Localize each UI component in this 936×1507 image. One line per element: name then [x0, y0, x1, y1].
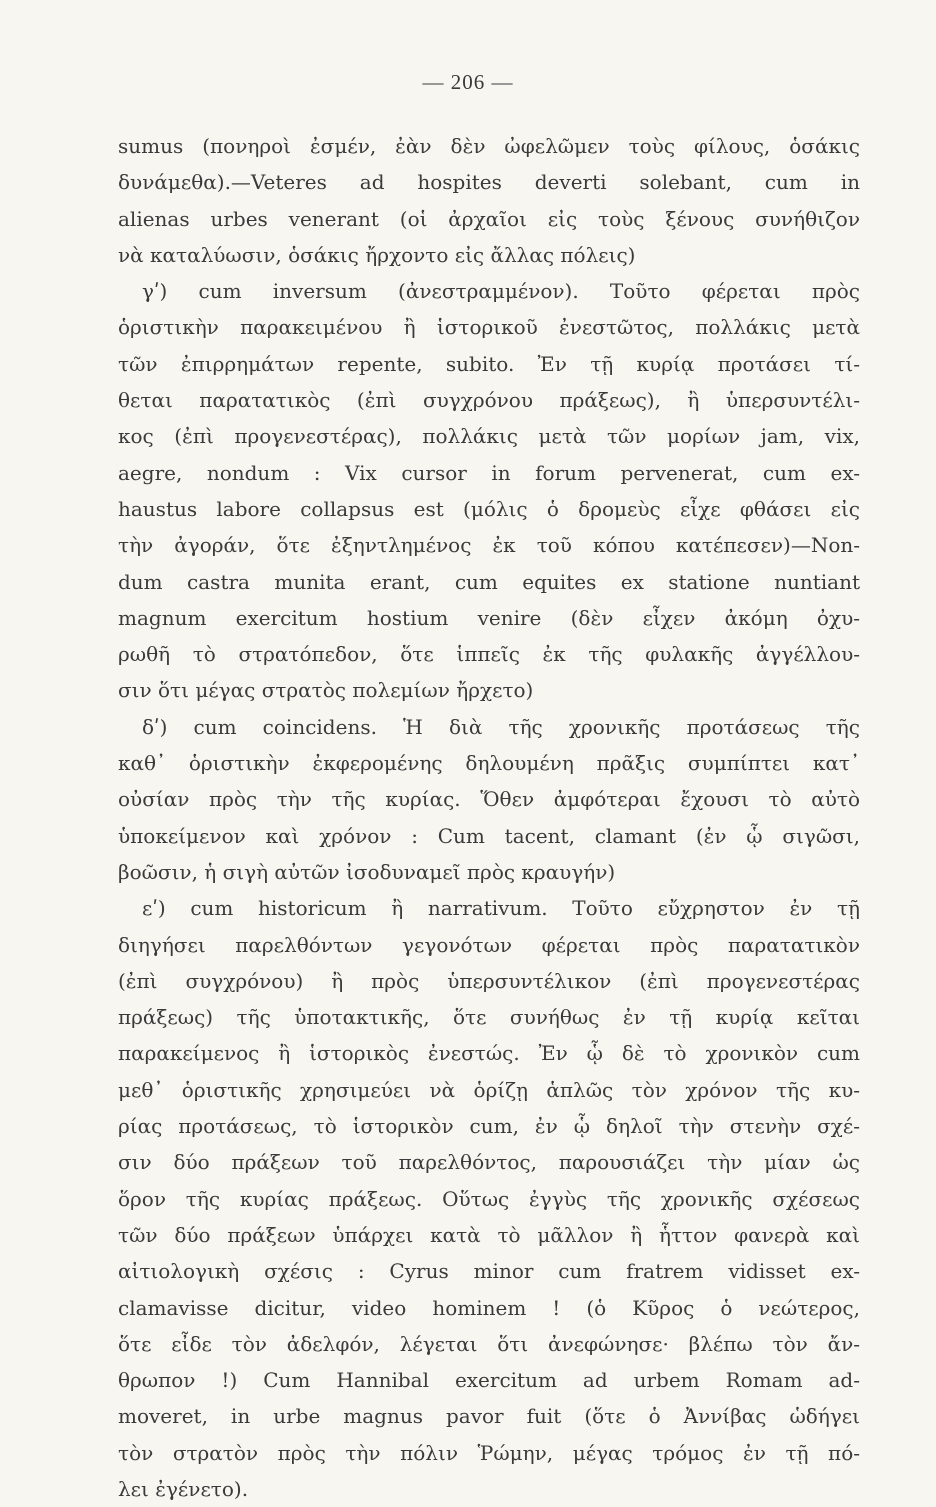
text-line: γʹ) cum inversum (ἀνεστραμμένον). Τοῦτο φέρεται πρὸς [142, 279, 860, 304]
text-line: magnum exercitum hostium venire (δὲν εἶχεν ἀκόμη ὀχυ- [118, 605, 860, 630]
text-line: τὴν ἀγοράν, ὅτε ἐξηντλημένος ἐκ τοῦ κόπου κατέπεσεν)—Non- [118, 533, 860, 558]
text-line: εʹ) cum historicum ἢ narrativum. Τοῦτο εὔχρηστον ἐν τῇ [142, 896, 860, 921]
text-line: καθ᾽ ὁριστικὴν ἐκφερομένης δηλουμένη πρᾶξις συμπίπτει κατ᾽ [118, 751, 860, 776]
text-line: ρίας προτάσεως, τὸ ἱστορικὸν cum, ἐν ᾧ δηλοῖ τὴν στενὴν σχέ- [118, 1114, 860, 1139]
text-line: πράξεως) τῆς ὑποτακτικῆς, ὅτε συνήθως ἐν τῇ κυρίᾳ κεῖται [118, 1005, 860, 1030]
text-line: θρωπον !) Cum Hannibal exercitum ad urbem Romam ad- [118, 1368, 860, 1393]
text-line: sumus (πονηροὶ ἐσμέν, ἐὰν δὲν ὠφελῶμεν τοὺς φίλους, ὁσάκις [118, 134, 860, 158]
text-line: haustus labore collapsus est (μόλις ὁ δρομεὺς εἶχε φθάσει εἰς [118, 496, 860, 521]
text-line: αἰτιολογικὴ σχέσις : Cyrus minor cum fratrem vidisset ex- [118, 1259, 860, 1284]
text-line: dum castra munita erant, cum equites ex statione nuntiant [118, 569, 860, 594]
page-number: — 206 — [422, 70, 514, 94]
body-text [118, 128, 860, 1507]
text-line: θεται παρατατικὸς (ἐπὶ συγχρόνου πράξεως), ἢ ὑπερσυντέλι- [118, 388, 860, 413]
text-line: μεθ᾽ ὁριστικῆς χρησιμεύει νὰ ὁρίζῃ ἁπλῶς τὸν χρόνον τῆς κυ- [118, 1077, 860, 1102]
text-line: οὐσίαν πρὸς τὴν τῆς κυρίας. Ὅθεν ἀμφότεραι ἔχουσι τὸ αὐτὸ [118, 787, 860, 812]
text-line: aegre, nondum : Vix cursor in forum pervenerat, cum ex- [118, 460, 860, 485]
text-line: ὅρον τῆς κυρίας πράξεως. Οὕτως ἐγγὺς τῆς χρονικῆς σχέσεως [118, 1186, 860, 1211]
text-line: νὰ καταλύωσιν, ὁσάκις ἤρχοντο εἰς ἄλλας πόλεις) [118, 242, 636, 267]
text-line: τῶν ἐπιρρημάτων repente, subito. Ἐν τῇ κυρίᾳ προτάσει τί- [118, 351, 860, 376]
text-line: τὸν στρατὸν πρὸς τὴν πόλιν Ῥώμην, μέγας τρόμος ἐν τῇ πό- [118, 1440, 860, 1465]
text-line: σιν δύο πράξεων τοῦ παρελθόντος, παρουσιάζει τὴν μίαν ὡς [118, 1150, 860, 1175]
text-line: βοῶσιν, ἡ σιγὴ αὐτῶν ἰσοδυναμεῖ πρὸς κραυγήν) [118, 859, 616, 884]
text-line: clamavisse dicitur, video hominem ! (ὁ Κῦρος ὁ νεώτερος, [118, 1295, 860, 1320]
text-line: κος (ἐπὶ προγενεστέρας), πολλάκις μετὰ τῶν μορίων jam, vix, [118, 424, 860, 449]
text-line: διηγήσει παρελθόντων γεγονότων φέρεται πρὸς παρατατικὸν [118, 932, 860, 957]
text-line: τῶν δύο πράξεων ὑπάρχει κατὰ τὸ μᾶλλον ἢ ἧττον φανερὰ καὶ [118, 1222, 860, 1247]
text-line: δʹ) cum coincidens. Ἡ διὰ τῆς χρονικῆς προτάσεως τῆς [142, 714, 860, 739]
text-line: ὁριστικὴν παρακειμένου ἢ ἱστορικοῦ ἐνεστῶτος, πολλάκις μετὰ [118, 315, 860, 340]
text-line: δυνάμεθα).—Veteres ad hospites deverti solebant, cum in [118, 170, 860, 195]
text-line: παρακείμενος ἢ ἱστορικὸς ἐνεστώς. Ἐν ᾧ δὲ τὸ χρονικὸν cum [118, 1041, 860, 1066]
text-line: alienas urbes venerant (οἱ ἀρχαῖοι εἰς τοὺς ξένους συνήθιζον [118, 206, 860, 231]
text-line: ρωθῆ τὸ στρατόπεδον, ὅτε ἱππεῖς ἐκ τῆς φυλακῆς ἀγγέλλου- [118, 642, 860, 667]
text-line: ὑποκείμενον καὶ χρόνον : Cum tacent, clamant (ἐν ᾧ σιγῶσι, [118, 823, 860, 848]
text-line: σιν ὅτι μέγας στρατὸς πολεμίων ἤρχετο) [118, 678, 534, 703]
text-line: ὅτε εἶδε τὸν ἀδελφόν, λέγεται ὅτι ἀνεφώνησε· βλέπω τὸν ἄν- [118, 1331, 860, 1356]
text-line: (ἐπὶ συγχρόνου) ἢ πρὸς ὑπερσυντέλικον (ἐπὶ προγενεστέρας [118, 968, 860, 993]
text-line: λει ἐγένετο). [118, 1476, 249, 1501]
text-line: moveret, in urbe magnus pavor fuit (ὅτε ὁ Ἀννίβας ὡδήγει [118, 1404, 860, 1429]
